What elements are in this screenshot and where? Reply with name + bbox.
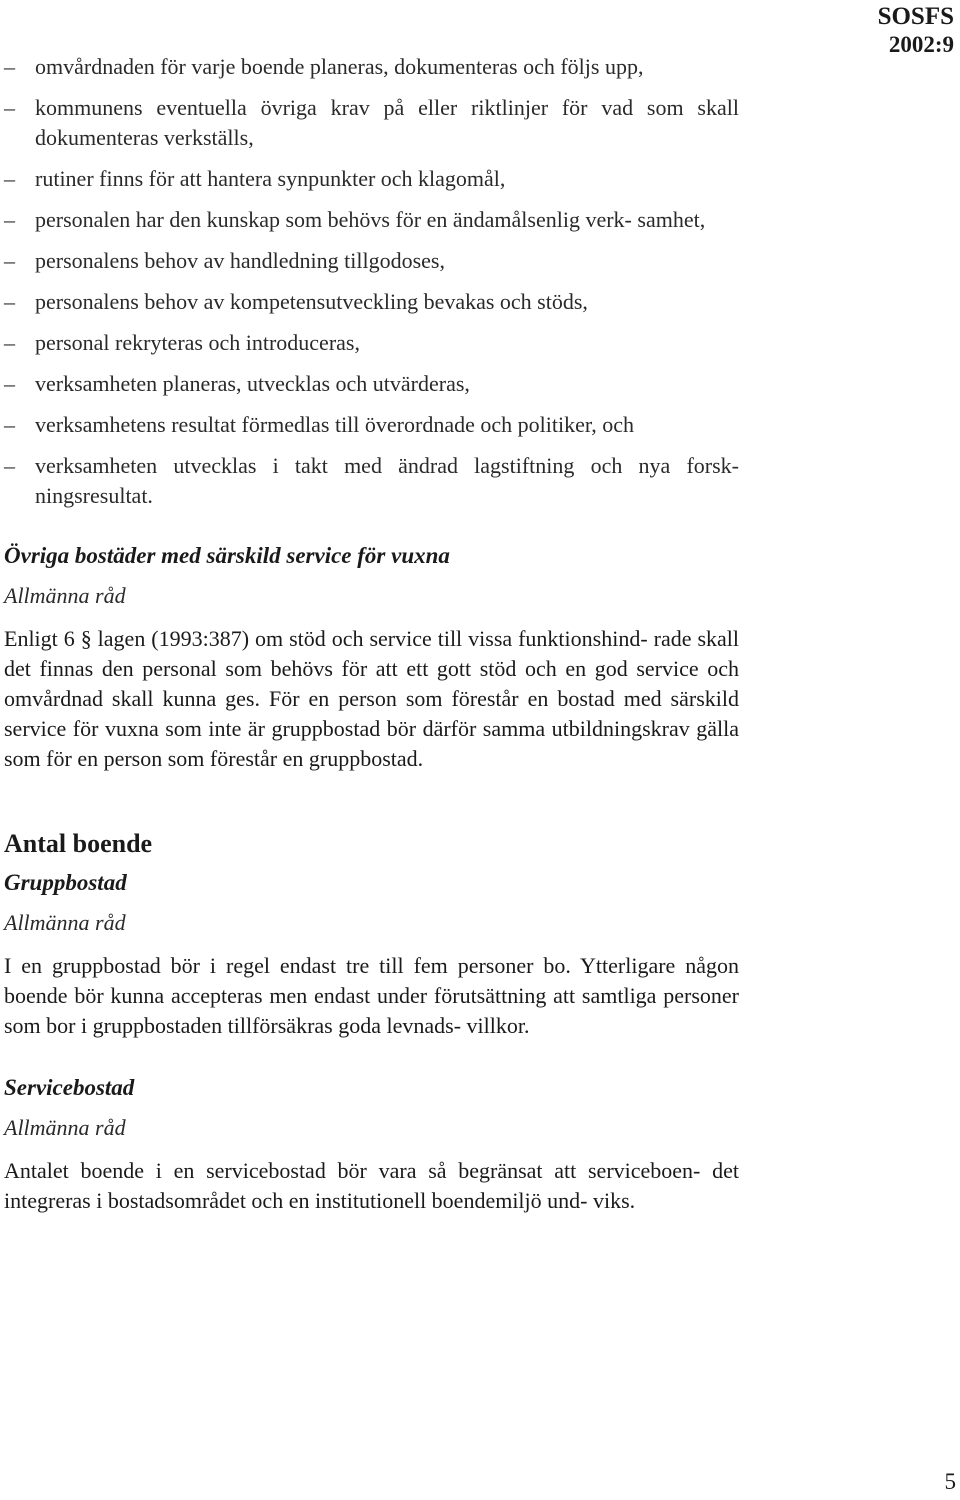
bullet-list	[4, 52, 739, 511]
series-label: SOSFS	[877, 3, 954, 30]
bullet-dash: –	[4, 453, 15, 478]
bullet-dash: –	[4, 289, 15, 314]
bullet-dash: –	[4, 54, 15, 79]
subheading-gruppbostad: Gruppbostad	[4, 870, 127, 895]
document-series-code	[878, 2, 954, 58]
list-item-text: rutiner finns för att hantera synpunkter och klagomål,	[35, 166, 506, 191]
general-advice-label: Allmänna råd	[4, 910, 126, 935]
heading-antal-boende: Antal boende	[4, 829, 153, 858]
list-item-text: verksamheten planeras, utvecklas och utvärderas,	[35, 371, 470, 396]
general-advice-label: Allmänna råd	[4, 583, 126, 608]
list-item-text: verksamheten utvecklas i takt med ändrad lagstiftning och nya forsk- ningsresultat.	[35, 453, 739, 508]
list-item	[4, 451, 739, 511]
list-item-text: kommunens eventuella övriga krav på eller riktlinjer för vad som skall dokumenteras verkställs,	[35, 95, 739, 150]
section-title-ovriga-bostader: Övriga bostäder med särskild service för vuxna	[4, 543, 450, 568]
list-item	[4, 369, 739, 399]
page-number: 5	[944, 1469, 956, 1494]
list-item	[4, 205, 739, 235]
list-item-text: personalen har den kunskap som behövs för en ändamålsenlig verk- samhet,	[35, 207, 706, 232]
bullet-dash: –	[4, 248, 15, 273]
general-advice-label: Allmänna råd	[4, 1115, 126, 1140]
list-item-text: personal rekryteras och introduceras,	[35, 330, 360, 355]
paragraph-gruppbostad: I en gruppbostad bör i regel endast tre till fem personer bo. Ytterligare någon boende bör kunna accepteras men endast under förutsättning att samtliga personer som bor i gruppbostaden tillförsäkras goda levnads- villkor.	[4, 953, 739, 1038]
list-item-text: personalens behov av kompetensutveckling bevakas och stöds,	[35, 289, 588, 314]
bullet-dash: –	[4, 371, 15, 396]
list-item	[4, 93, 739, 153]
list-item	[4, 246, 739, 276]
bullet-dash: –	[4, 207, 15, 232]
list-item	[4, 328, 739, 358]
series-number: 2002:9	[888, 32, 954, 57]
bullet-dash: –	[4, 95, 15, 120]
list-item	[4, 287, 739, 317]
list-item	[4, 410, 739, 440]
list-item	[4, 52, 739, 82]
list-item	[4, 164, 739, 194]
bullet-dash: –	[4, 412, 15, 437]
list-item-text: personalens behov av handledning tillgodoses,	[35, 248, 445, 273]
paragraph-servicebostad: Antalet boende i en servicebostad bör vara så begränsat att serviceboen- det integreras i bostadsområdet och en institutionell boendemiljö und- viks.	[4, 1158, 739, 1213]
page-content	[4, 52, 739, 1216]
list-item-text: verksamhetens resultat förmedlas till överordnade och politiker, och	[35, 412, 635, 437]
paragraph-ovriga-bostader: Enligt 6 § lagen (1993:387) om stöd och service till vissa funktionshind- rade skall det finnas den personal som behövs för att ett gott stöd och en god service och omvårdnad skall kunna ges. För en person som förestår en bostad med särskild service för vuxna som inte är gruppbostad bör därför samma utbildningskrav gälla som för en person som förestår en gruppbostad.	[4, 626, 739, 771]
bullet-dash: –	[4, 330, 15, 355]
list-item-text: omvårdnaden för varje boende planeras, dokumenteras och följs upp,	[35, 54, 644, 79]
subheading-servicebostad: Servicebostad	[4, 1075, 135, 1100]
bullet-dash: –	[4, 166, 15, 191]
